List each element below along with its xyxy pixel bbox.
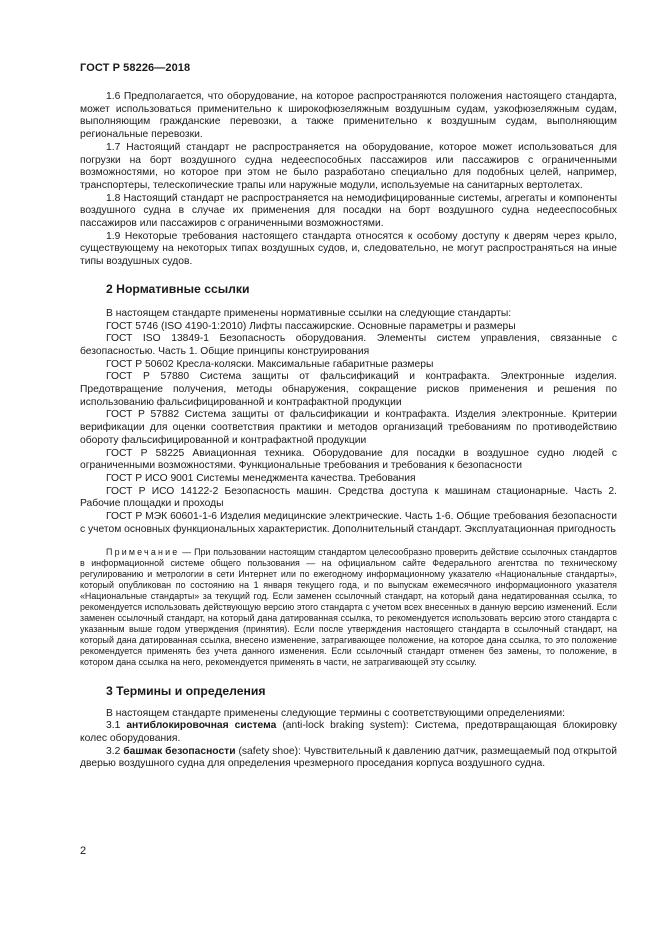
section-2-heading: 2 Нормативные ссылки [106,281,250,296]
section-3-intro: В настоящем стандарте применены следующие термины с соответствующими определениями: [106,707,566,719]
term-3-2 [80,746,617,771]
reference-gost-r-iso-9001: ГОСТ Р ИСО 9001 Системы менеджмента качества. Требования [106,472,416,484]
document-header: ГОСТ Р 58226—2018 [80,62,191,74]
section-2-intro: В настоящем стандарте применены нормативные ссылки на следующие стандарты: [106,307,512,319]
reference-gost-r-iso-14122-2: ГОСТ Р ИСО 14122-2 Безопасность машин. Средства доступа к машинам стационарные. Часть 2. Рабочие площадки и проходы [80,485,617,510]
term-title: антиблокировочная система [126,720,277,732]
page-number: 2 [80,845,87,857]
reference-gost-r-57882: ГОСТ Р 57882 Система защиты от фальсификации и контрафакта. Изделия электронные. Критерии верификации для оценки соответствия практики и методов организаций требованиям по противодействию обороту фальсифицированной и контрафактной продукции [80,409,617,446]
references-note [80,547,617,669]
reference-gost-r-58225: ГОСТ Р 58225 Авиационная техника. Оборудование для посадки в воздушное судно людей с ограниченными возможностями. Функциональные требования и требования к безопасности [80,447,617,472]
reference-gost-iso-13849-1: ГОСТ ISO 13849-1 Безопасность оборудования. Элементы систем управления, связанные с безопасностью. Часть 1. Общие принципы конструирования [80,333,617,357]
term-number: 3.1 [106,720,127,732]
note-text: — При пользовании настоящим стандартом целесообразно проверить действие ссылочных стандартов в информационной системе общего пользования — на официальном сайте Федерального агентства по техническому регулированию и метрологии в сети Интернет или по ежегодному информационному указателю «Национальные стандарты», который опубликован по состоянию на 1 января текущего года, и по выпускам ежемесячного информационного указателя «Национальные стандарты» за текущий год. Если заменен ссылочный стандарт, на который дана недатированная ссылка, то рекомендуется использовать действующую версию этого стандарта с учетом всех внесенных в данную версию изменений. Если заменен ссылочный стандарт, на который дана датированная ссылка, то рекомендуется использовать версию этого стандарта с указанным выше годом утверждения (принятия). Если после утверждения настоящего стандарта в ссылочный стандарт, на который дана датированная ссылка, внесено изменение, затрагивающее положение, на которое дана ссылка, то это положение рекомендуется применять без учета данного изменения. Если ссылочный стандарт отменен без замены, то положение, в котором дана ссылка на него, рекомендуется применять в части, не затрагивающей эту ссылку. [80,546,617,668]
clause-1-8: 1.8 Настоящий стандарт не распространяется на немодифицированные системы, агрегаты и компоненты воздушного судна в случае их применения для посадки на борт воздушного судна недееспособных пассажиров или пассажиров с ограниченными возможностями. [80,192,617,230]
note-label: Примечание [106,546,180,557]
section-3-heading: 3 Термины и определения [106,683,266,698]
term-definition: (anti-lock braking system): Система, предотвращающая блокировку колес оборудования. [80,720,617,744]
clause-1-9: 1.9 Некоторые требования настоящего стандарта относятся к особому доступу к дверям через крыло, существующему на некоторых типах воздушных судов, и, следовательно, не могут распространяться на иные типы воздушных судов. [80,230,617,268]
term-3-1 [80,720,617,745]
term-title: башмак безопасности [123,745,236,757]
reference-gost-r-iec-60601-1-6: ГОСТ Р МЭК 60601-1-6 Изделия медицинские электрические. Часть 1-6. Общие требования безопасности с учетом основных функциональных характеристик. Дополнительный стандарт. Эксплуатационная пригодность [80,511,617,535]
reference-gost-r-50602: ГОСТ Р 50602 Кресла-коляски. Максимальные габаритные размеры [106,358,434,370]
reference-gost-r-57880: ГОСТ Р 57880 Система защиты от фальсификаций и контрафакта. Электронные изделия. Предотвращение получения, методы обнаружения, сокращение рисков применения и решения по использованию фальсифицированной и контрафактной продукции [80,371,617,408]
term-number: 3.2 [106,745,124,757]
clause-1-6: 1.6 Предполагается, что оборудование, на которое распространяются положения настоящего стандарта, может использоваться применительно к широкофюзеляжным воздушным судам, узкофюзеляжным судам, выполняющим гражданские перевозки, а также применительно к воздушным судам, выполняющим региональные перевозки. [80,91,617,141]
clause-1-7: 1.7 Настоящий стандарт не распространяется на оборудование, которое может использоваться для погрузки на борт воздушного судна недееспособных пассажиров или пассажиров с ограниченными возможностями, но которое при этом не было разработано специально для подобных целей, например, транспортеры, телескопические трапы или наружные модули, используемые на санитарных вертолетах. [80,141,617,191]
page-content [80,91,617,771]
term-definition: (safety shoe): Чувствительный к давлению датчик, размещаемый под открытой дверью воздушного судна для определения чрезмерного проседания корпуса воздушного судна. [80,745,617,770]
reference-gost-5746: ГОСТ 5746 (ISO 4190-1:2010) Лифты пассажирские. Основные параметры и размеры [106,320,516,332]
